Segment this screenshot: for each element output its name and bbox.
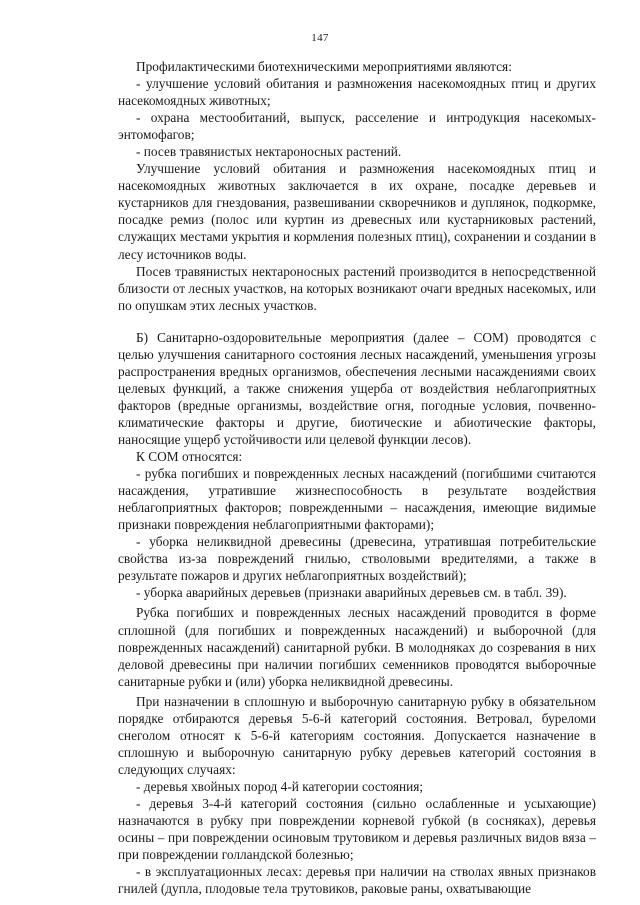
paragraph: Б) Санитарно-оздоровительные мероприятия (далее – СОМ) проводятся с целью улучшения санитарного состояния лесных насаждений, уменьшения угрозы распространения вредных организмов, обеспечения лесными насаждениями своих целевых функций, а также снижения ущерба от воздействия неблагоприятных факторов (вредные организмы, воздействие огня, погодные условия, почвенно-климатические факторы и другие, биотические и абиотические факторы, наносящие ущерб устойчивости или целевой функции лесов). [118, 329, 596, 447]
list-item: - улучшение условий обитания и размножения насекомоядных птиц и других насекомоядных животных; [118, 76, 596, 109]
paragraph: При назначении в сплошную и выборочную санитарную рубку в обязательном порядке отбираются деревья 5-6-й категорий состояния. Ветровал, буреломи снеголом относят к 5-6-й категориям состояния. Допускается назначение в сплошную и выборочную санитарную рубку деревьев категорий состояния в следующих случаях: [118, 693, 596, 777]
paragraph: Профилактическими биотехническими мероприятиями являются: [136, 59, 512, 74]
list-item: - охрана местообитаний, выпуск, расселение и интродукция насекомых-энтомофагов; [118, 110, 596, 143]
list-item: - уборка аварийных деревьев (признаки аварийных деревьев см. в табл. 39). [136, 585, 567, 601]
list-item: - деревья 3-4-й категорий состояния (сильно ослабленные и усыхающие) назначаются в рубку при повреждении корневой губкой (в сосняках), деревья осины – при повреждении осиновым трутовиком и деревья различных видов вяза – при повреждении голландской болезнью; [118, 795, 596, 863]
page-number: 147 [311, 32, 329, 44]
paragraph: Рубка погибших и поврежденных лесных насаждений проводится в форме сплошной (для погибших и поврежденных насаждений) и выборочной (для поврежденных насаждений) санитарной рубки. В молодняках до созревания в них деловой древесины при наличии погибших семенников проводятся выборочные санитарные рубки и (или) уборка неликвидной древесины. [118, 605, 596, 689]
body-text [118, 58, 596, 897]
list-item: - уборка неликвидной древесины (древесина, утратившая потребительские свойства из-за повреждений гнилью, стволовыми вредителями, а также в результате пожаров и других неблагоприятных воздействий); [118, 534, 596, 584]
list-item: - в эксплуатационных лесах: деревья при наличии на стволах явных признаков гнилей (дупла, плодовые тела трутовиков, раковые раны, охватывающие [118, 864, 596, 897]
list-item: - посев травянистых нектароносных растений. [136, 144, 402, 160]
paragraph: К СОМ относятся: [136, 449, 243, 465]
list-item: - деревья хвойных пород 4-й категории состояния; [136, 778, 424, 794]
paragraph: Улучшение условий обитания и размножения насекомоядных птиц и насекомоядных животных заключается в их охране, посадке деревьев и кустарников для гнездования, развешивании скворечников и дуплянок, подкормке, посадке ремиз (полос или куртин из древесных или кустарниковых растений, служащих местами укрытия и кормления полезных птиц), сохранении и создании в лесу источников воды. [118, 161, 596, 262]
paragraph: Посев травянистых нектароносных растений производится в непосредственной близости от лесных участков, на которых возникают очаги вредных насекомых, или по опушкам этих лесных участков. [118, 263, 596, 313]
list-item: - рубка погибших и поврежденных лесных насаждений (погибшими считаются насаждения, утратившие жизнеспособность в результате воздействия неблагоприятных факторов; поврежденными – насаждения, имеющие видимые признаки повреждения неблагоприятными факторами); [118, 466, 596, 533]
